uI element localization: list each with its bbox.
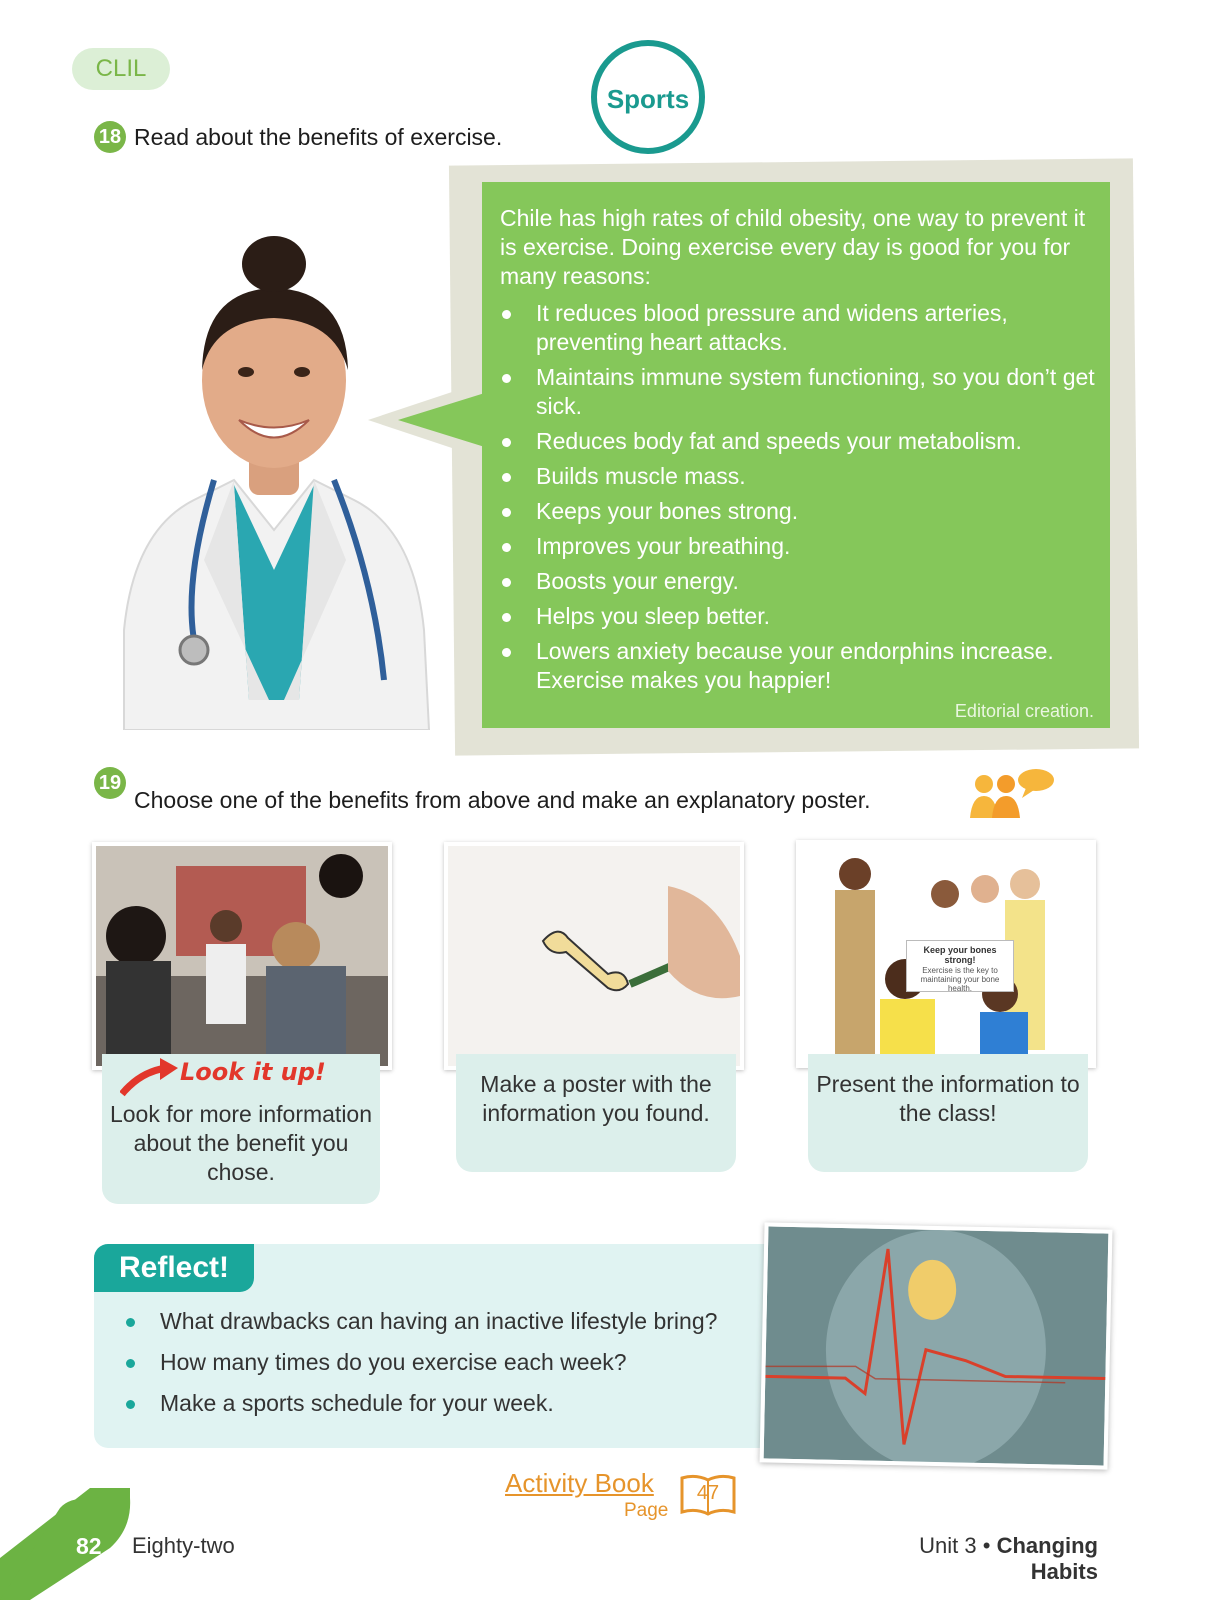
activity-18-number: 18 bbox=[94, 121, 126, 153]
reflect-text: What drawbacks can having an inactive lifestyle bring? bbox=[160, 1308, 718, 1334]
sports-badge bbox=[591, 40, 705, 154]
benefit-item bbox=[500, 637, 1100, 695]
benefit-text: Helps you sleep better. bbox=[536, 603, 770, 629]
editorial-credit: Editorial creation. bbox=[954, 701, 1094, 721]
drawing-photo bbox=[444, 842, 744, 1070]
bullet-icon bbox=[502, 648, 511, 657]
benefit-text: Keeps your bones strong. bbox=[536, 498, 799, 524]
sports-label: Sports bbox=[606, 84, 690, 114]
benefits-intro: Chile has high rates of child obesity, one way to prevent it is exercise. Doing exercise every day is good for you for many reasons: bbox=[500, 205, 1086, 289]
page-number-words: Eighty-two bbox=[132, 1533, 235, 1558]
benefit-text: Improves your breathing. bbox=[536, 533, 791, 559]
bullet-icon bbox=[126, 1359, 135, 1368]
bullet-icon bbox=[502, 374, 511, 383]
step-text-poster: Make a poster with the information you found. bbox=[480, 1071, 712, 1126]
activity-book-link[interactable]: Activity Book bbox=[505, 1468, 654, 1498]
reflect-item bbox=[124, 1349, 784, 1390]
reflect-item bbox=[124, 1390, 784, 1431]
bullet-icon bbox=[502, 438, 511, 447]
heart-image bbox=[764, 1226, 1109, 1465]
activity-18-instruction: Read about the benefits of exercise. bbox=[134, 124, 503, 150]
reflect-text: Make a sports schedule for your week. bbox=[160, 1390, 554, 1416]
activity-19-number: 19 bbox=[94, 767, 126, 799]
reflect-item bbox=[124, 1308, 784, 1349]
benefit-text: Lowers anxiety because your endorphins increase. Exercise makes you happier! bbox=[536, 638, 1054, 693]
benefit-item bbox=[500, 462, 1100, 491]
classroom-photo bbox=[92, 842, 392, 1070]
step-card-present bbox=[808, 1054, 1088, 1172]
reflect-title: Reflect! bbox=[94, 1244, 254, 1292]
benefit-item bbox=[500, 299, 1100, 357]
bubble-tail bbox=[368, 380, 488, 460]
look-it-up-label: Look it up! bbox=[180, 1058, 326, 1086]
benefits-list bbox=[500, 299, 1100, 695]
kids-poster-body: Exercise is the key to maintaining your bone health. bbox=[920, 966, 1000, 993]
bullet-icon bbox=[502, 543, 511, 552]
benefit-text: It reduces blood pressure and widens arteries, preventing heart attacks. bbox=[536, 300, 1008, 355]
bullet-icon bbox=[502, 578, 511, 587]
benefits-text bbox=[500, 204, 1100, 701]
benefit-text: Reduces body fat and speeds your metabolism. bbox=[536, 428, 1022, 454]
bullet-icon bbox=[502, 508, 511, 517]
kids-poster bbox=[906, 940, 1014, 992]
step-text-research: Look for more information about the benefit you chose. bbox=[109, 1101, 373, 1185]
heart-photo bbox=[760, 1222, 1113, 1469]
benefit-item bbox=[500, 532, 1100, 561]
page-number: 82 bbox=[76, 1533, 102, 1559]
bullet-icon bbox=[502, 473, 511, 482]
drawing-image bbox=[448, 846, 740, 1066]
bullet-icon bbox=[126, 1318, 135, 1327]
unit-separator: • bbox=[982, 1533, 991, 1558]
benefit-item bbox=[500, 567, 1100, 596]
bullet-icon bbox=[502, 613, 511, 622]
unit-label bbox=[850, 1533, 1098, 1585]
benefit-text: Boosts your energy. bbox=[536, 568, 739, 594]
benefit-text: Builds muscle mass. bbox=[536, 463, 746, 489]
benefit-item bbox=[500, 602, 1100, 631]
step-text-present: Present the information to the class! bbox=[816, 1071, 1080, 1126]
doctor-illustration bbox=[84, 230, 464, 730]
unit-title: Changing Habits bbox=[996, 1533, 1098, 1584]
activity-book-page-number: 47 bbox=[696, 1482, 720, 1504]
unit-number: Unit 3 bbox=[919, 1533, 977, 1558]
reflect-list bbox=[124, 1308, 784, 1431]
pair-work-icon bbox=[970, 766, 1054, 818]
classroom-image bbox=[96, 846, 388, 1066]
bullet-icon bbox=[502, 310, 511, 319]
benefit-item bbox=[500, 497, 1100, 526]
bullet-icon bbox=[126, 1400, 135, 1409]
activity-book-page-word: Page bbox=[624, 1500, 669, 1521]
benefit-item bbox=[500, 427, 1100, 456]
clil-tag: CLIL bbox=[72, 48, 170, 90]
benefit-item bbox=[500, 363, 1100, 421]
activity-19-instruction: Choose one of the benefits from above and make an explanatory poster. bbox=[134, 787, 871, 813]
reflect-text: How many times do you exercise each week? bbox=[160, 1349, 627, 1375]
red-arrow-icon bbox=[120, 1058, 178, 1098]
kids-poster-title: Keep your bones strong! bbox=[923, 945, 997, 965]
benefit-text: Maintains immune system functioning, so you don’t get sick. bbox=[536, 364, 1095, 419]
step-card-poster bbox=[456, 1054, 736, 1172]
